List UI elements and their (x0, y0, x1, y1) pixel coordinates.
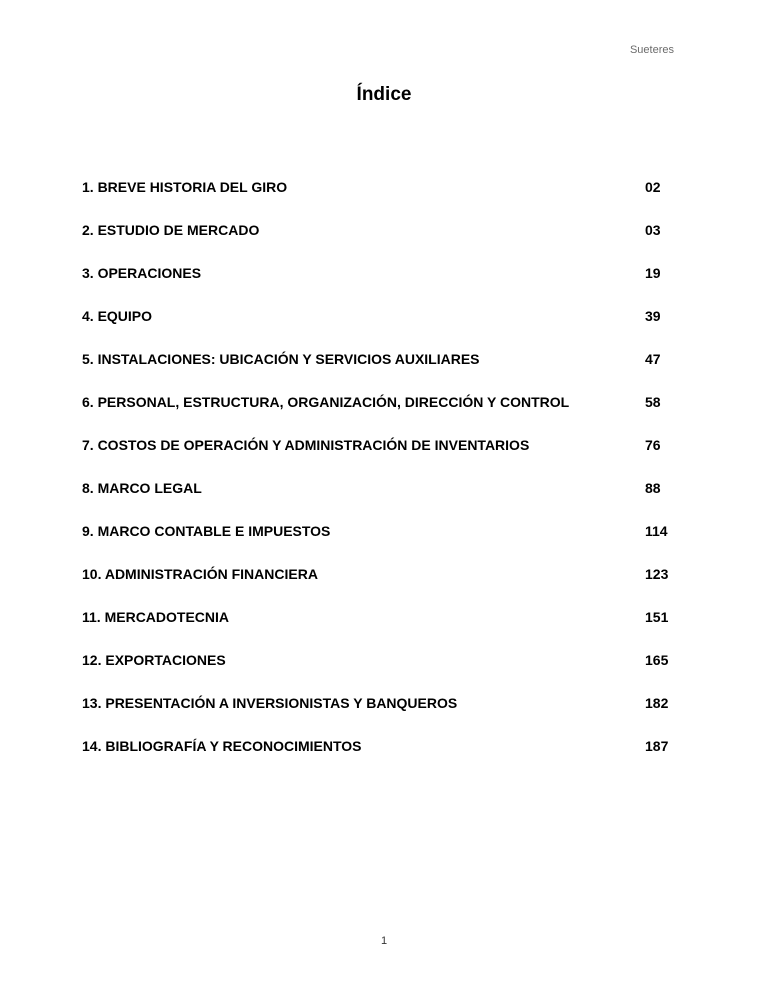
toc-entry-page: 165 (645, 652, 669, 668)
toc-entry-page: 88 (645, 480, 661, 496)
toc-entry (82, 479, 682, 522)
toc-entry (82, 522, 682, 565)
page-number: 1 (380, 935, 388, 947)
toc-entry-label: 14. BIBLIOGRAFÍA Y RECONOCIMIENTOS (82, 738, 362, 754)
toc-entry-label: 12. EXPORTACIONES (82, 652, 226, 668)
toc-entry-label: 1. BREVE HISTORIA DEL GIRO (82, 179, 288, 195)
page-title: Índice (356, 84, 412, 105)
toc-entry-page: 03 (645, 222, 661, 238)
table-of-contents (82, 178, 682, 780)
toc-entry-label: 9. MARCO CONTABLE E IMPUESTOS (82, 523, 331, 539)
toc-entry-label: 13. PRESENTACIÓN A INVERSIONISTAS Y BANQUEROS (82, 695, 458, 711)
toc-entry (82, 436, 682, 479)
toc-entry (82, 264, 682, 307)
toc-entry (82, 694, 682, 737)
toc-entry-label: 2. ESTUDIO DE MERCADO (82, 222, 260, 238)
toc-entry-page: 58 (645, 394, 661, 410)
toc-entry (82, 651, 682, 694)
toc-entry (82, 565, 682, 608)
toc-entry-page: 02 (645, 179, 661, 195)
toc-entry-label: 5. INSTALACIONES: UBICACIÓN Y SERVICIOS AUXILIARES (82, 351, 480, 367)
toc-entry (82, 350, 682, 393)
toc-entry-label: 8. MARCO LEGAL (82, 480, 202, 496)
toc-entry (82, 608, 682, 651)
toc-entry-label: 11. MERCADOTECNIA (82, 609, 230, 625)
toc-entry (82, 737, 682, 780)
toc-entry (82, 393, 682, 436)
toc-entry-label: 7. COSTOS DE OPERACIÓN Y ADMINISTRACIÓN DE INVENTARIOS (82, 437, 530, 453)
toc-entry-page: 123 (645, 566, 669, 582)
toc-entry-label: 3. OPERACIONES (82, 265, 202, 281)
toc-entry-page: 19 (645, 265, 661, 281)
toc-entry-page: 187 (645, 738, 669, 754)
toc-entry (82, 178, 682, 221)
running-header: Sueteres (629, 44, 674, 56)
toc-entry-label: 4. EQUIPO (82, 308, 153, 324)
toc-entry-page: 182 (645, 695, 669, 711)
toc-entry-page: 47 (645, 351, 661, 367)
toc-entry-label: 6. PERSONAL, ESTRUCTURA, ORGANIZACIÓN, DIRECCIÓN Y CONTROL (82, 394, 570, 410)
toc-entry (82, 307, 682, 350)
toc-entry-page: 151 (645, 609, 669, 625)
toc-entry-page: 76 (645, 437, 661, 453)
toc-entry-page: 114 (645, 523, 668, 539)
toc-entry-label: 10. ADMINISTRACIÓN FINANCIERA (82, 566, 318, 582)
toc-entry-page: 39 (645, 308, 661, 324)
toc-entry (82, 221, 682, 264)
